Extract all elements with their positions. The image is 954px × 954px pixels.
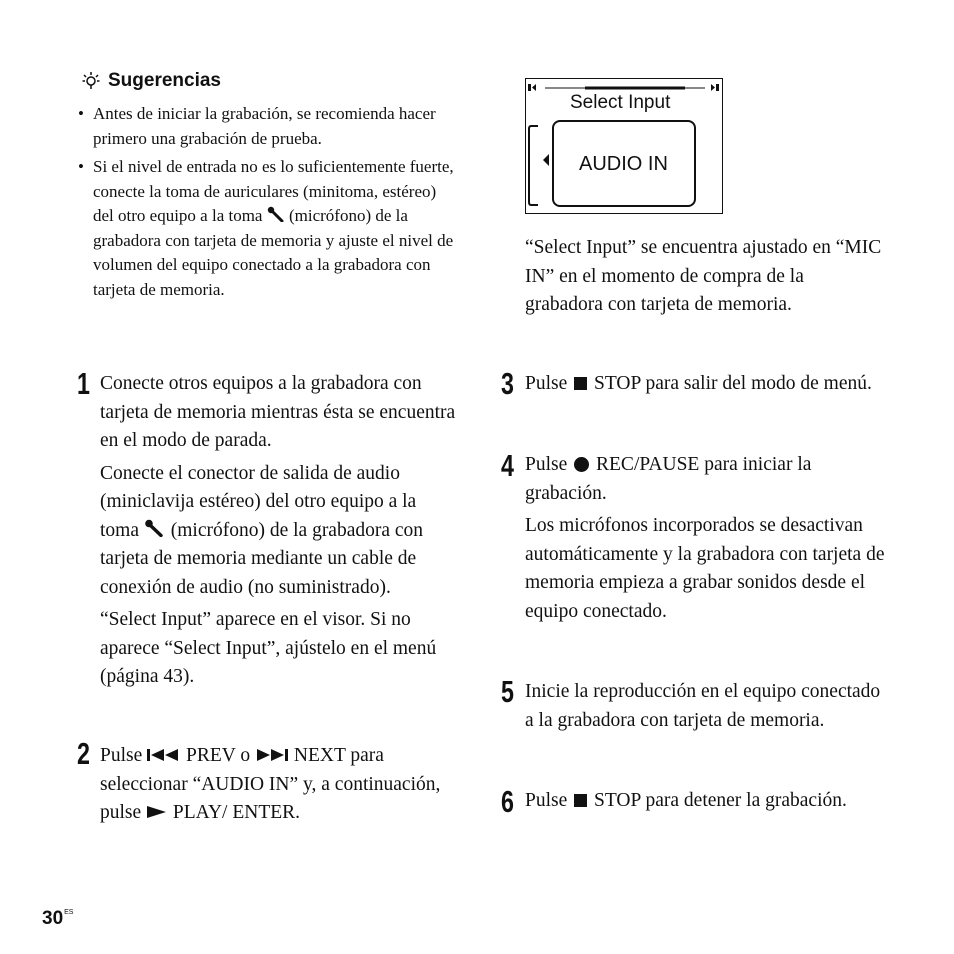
- tip-item: • Si el nivel de entrada no es lo suficientemente fuerte, conecte la toma de auriculares (minitoma, estéreo) del otro equipo a la toma (micrófono) de la grabadora con tarjeta de memoria y ajuste el nivel de volumen del equipo conectado a la grabadora con tarjeta de memoria.: [78, 157, 454, 299]
- lightbulb-icon: [82, 71, 100, 91]
- microphone-icon: [144, 519, 166, 537]
- step-6: Pulse STOP para detener la grabación.: [525, 790, 847, 811]
- step-number: 1: [77, 366, 90, 401]
- prev-icon: [147, 748, 181, 762]
- step-number: 6: [501, 784, 514, 819]
- tips-heading: [82, 70, 221, 92]
- step-number: 2: [77, 736, 90, 771]
- display-title: Select Input: [570, 92, 671, 113]
- tip-text: (micrófono) de la grabadora con tarjeta de memoria y ajuste el nivel de volumen del equipo conectado a la grabadora con tarjeta de memoria.: [93, 206, 454, 299]
- step-text: Conecte otros equipos a la grabadora con tarjeta de memoria mientras ésta se encuentra en el modo de parada.: [100, 373, 456, 451]
- play-icon: [146, 805, 168, 819]
- tip-text: Antes de iniciar la grabación, se recomienda hacer primero una grabación de prueba.: [93, 104, 436, 148]
- step-3: Pulse STOP para salir del modo de menú.: [525, 373, 872, 394]
- stop-icon: [574, 794, 587, 807]
- step-number: 4: [501, 448, 514, 483]
- tip-text: Si el nivel de entrada no es lo suficientemente fuerte, conecte la toma de auriculares (minitoma, estéreo) del otro equipo a la toma: [93, 157, 454, 225]
- step-number: 3: [501, 366, 514, 401]
- display-note: “Select Input” se encuentra ajustado en “MIC IN” en el momento de compra de la grabadora con tarjeta de memoria.: [525, 237, 882, 315]
- tip-item: • Antes de iniciar la grabación, se recomienda hacer primero una grabación de prueba.: [78, 104, 436, 148]
- step-2: Pulse PREV o NEXT para seleccionar “AUDIO IN” y, a continuación, pulse PLAY/ ENTER.: [100, 745, 441, 823]
- step-4: [525, 451, 885, 630]
- step-text: Los micrófonos incorporados se desactivan automáticamente y la grabadora con tarjeta de memoria empieza a grabar sonidos desde el equipo conectado.: [525, 515, 885, 622]
- record-icon: [574, 457, 589, 472]
- tips-heading-label: Sugerencias: [108, 70, 221, 91]
- display-value: AUDIO IN: [579, 153, 668, 175]
- stop-icon: [574, 377, 587, 390]
- page-number: $30^{ES}$: [42, 908, 74, 929]
- microphone-icon: [267, 206, 285, 222]
- next-icon: [255, 748, 289, 762]
- step-text: “Select Input” aparece en el visor. Si no aparece “Select Input”, ajústelo en el menú (página 43).: [100, 609, 437, 687]
- tips-list: [78, 102, 458, 306]
- step-1: [100, 370, 460, 696]
- step-text: Pulse REC/PAUSE para iniciar la grabación.: [525, 454, 812, 504]
- page-language: ES: [64, 909, 74, 916]
- step-number: 5: [501, 674, 514, 709]
- step-text: Conecte el conector de salida de audio (miniclavija estéreo) del otro equipo a la toma (micrófono) de la grabadora con tarjeta de memoria mediante un cable de conexión de audio (no suministrado).: [100, 462, 424, 598]
- step-5: Inicie la reproducción en el equipo conectado a la grabadora con tarjeta de memoria.: [525, 681, 881, 731]
